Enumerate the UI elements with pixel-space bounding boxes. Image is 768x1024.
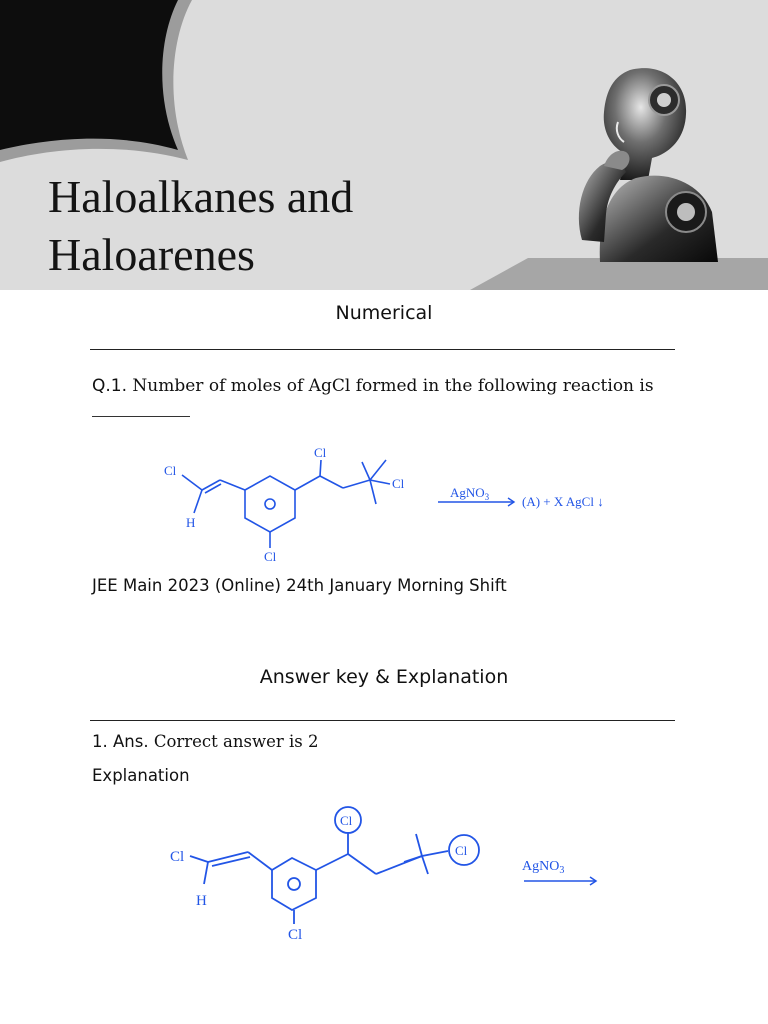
section-heading-answer: Answer key & Explanation xyxy=(259,666,509,688)
robot-ear-core xyxy=(657,93,671,107)
explanation-reaction-arrow xyxy=(524,877,596,885)
question-cl-label-ring: Cl xyxy=(264,549,277,564)
question-1 xyxy=(92,370,692,417)
question-product: (A) + X AgCl ↓ xyxy=(522,494,604,509)
answer-blank xyxy=(92,402,190,417)
explanation-cl-label-ring: Cl xyxy=(288,927,303,943)
section-heading-numerical: Numerical xyxy=(335,302,433,324)
explanation-reaction-diagram xyxy=(160,798,620,948)
explanation-cl-label-vinyl: Cl xyxy=(170,849,185,865)
answer-label: 1. Ans. xyxy=(92,732,149,751)
robot-thinker-illustration xyxy=(560,62,720,262)
explanation-reagent: AgNO$_3$ xyxy=(522,859,565,876)
header-banner xyxy=(0,0,768,290)
explanation-h-label: H xyxy=(196,893,207,909)
question-h-label: H xyxy=(186,515,196,530)
section-divider xyxy=(90,720,675,721)
banner-black-shape xyxy=(0,0,178,150)
question-cl-label-vinyl: Cl xyxy=(164,463,177,478)
question-text: Number of moles of AgCl formed in the following reaction is xyxy=(132,376,654,396)
question-molecule-bonds xyxy=(182,460,390,548)
explanation-molecule-bonds xyxy=(190,807,479,924)
question-reaction-diagram xyxy=(150,440,650,570)
explanation-cl-label-circled: Cl xyxy=(340,813,353,828)
explanation-cl-label-circled-tert: Cl xyxy=(455,843,468,858)
section-divider xyxy=(90,349,675,350)
robot-shoulder-core xyxy=(677,203,695,221)
title-line-1: Haloalkanes and xyxy=(48,171,354,222)
explanation-heading: Explanation xyxy=(92,766,190,785)
question-number: Q.1. xyxy=(92,376,128,396)
title-line-2: Haloarenes xyxy=(48,229,255,280)
question-reagent: AgNO$_3$ xyxy=(450,485,490,502)
answer-1 xyxy=(92,732,318,751)
question-cl-label-tert: Cl xyxy=(392,476,405,491)
answer-text: Correct answer is 2 xyxy=(153,732,319,751)
question-cl-label-chain: Cl xyxy=(314,445,327,460)
banner-gray-strip xyxy=(470,258,768,290)
page-title xyxy=(48,168,353,284)
question-source: JEE Main 2023 (Online) 24th January Morning Shift xyxy=(92,576,507,595)
